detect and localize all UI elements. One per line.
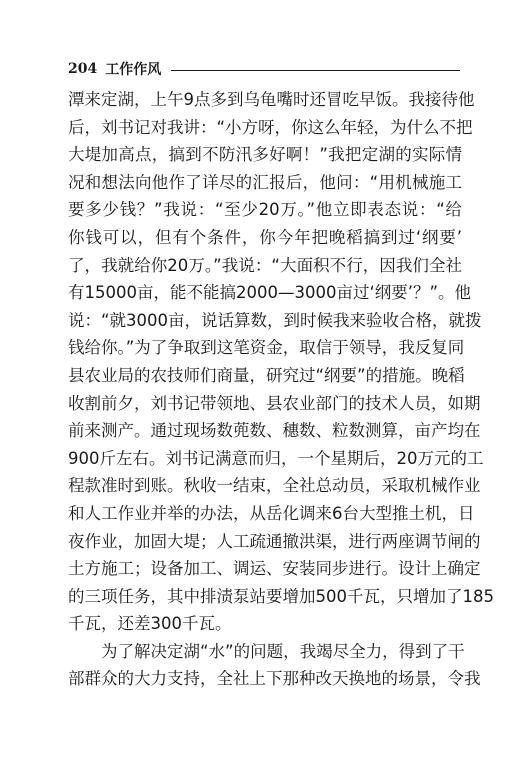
- text-line: 你钱可以，但有个条件，你今年把晚稻搞到过‘纲要’: [68, 227, 462, 247]
- page-header: [68, 58, 460, 80]
- text-line: 收割前夕，刘书记带领地、县农业部门的技术人员，如期: [68, 393, 481, 413]
- text-line: 说：“就3000亩，说话算数，到时候我来验收合格，就拨: [68, 310, 482, 330]
- text-line: 和人工作业并举的办法，从岳化调来6台大型推土机，日: [68, 503, 475, 523]
- text-line: 况和想法向他作了详尽的汇报后，他问：“用机械施工: [68, 172, 462, 192]
- text-line: 土方施工；设备加工、调运、安装同步进行。设计上确定: [68, 559, 481, 579]
- page-number: 204: [68, 61, 98, 77]
- text-line: 前来测产。通过现场数蔸数、穗数、粒数测算，亩产均在: [68, 421, 481, 441]
- body-text: [68, 86, 494, 693]
- text-line: 大堤加高点，搞到不防汛多好啊！”我把定湖的实际情: [68, 145, 462, 165]
- text-line: 县农业局的农技师们商量，研究过“纲要”的措施。晚稻: [68, 365, 465, 385]
- text-line: 后，刘书记对我讲：“小方呀，你这么年轻，为什么不把: [68, 117, 473, 137]
- text-line: 要多少钱？”我说：“至少20万。”他立即表态说：“给: [68, 200, 462, 220]
- text-line: 为了解决定湖“水”的问题，我竭尽全力，得到了干: [101, 641, 465, 661]
- text-line: 了，我就给你20万。”我说：“大面积不行，因我们全社: [68, 255, 462, 275]
- text-line: 900斤左右。刘书记满意而归，一个星期后，20万元的工: [68, 448, 484, 468]
- text-line: 千瓦，还差300千瓦。: [68, 614, 232, 634]
- section-title: 工作作风: [105, 62, 162, 78]
- header-rule: [171, 70, 460, 71]
- text-line: 程款准时到账。秋收一结束，全社总动员，采取机械作业: [68, 476, 481, 496]
- text-line: 有15000亩，能不能搞2000—3000亩过‘纲要’？”。他: [68, 283, 472, 303]
- text-line: 夜作业，加固大堤；人工疏通撤洪渠，进行两座调节闸的: [68, 531, 481, 551]
- text-line: 潭来定湖，上午9点多到乌龟嘴时还冒吃早饭。我接待他: [68, 90, 475, 109]
- text-line: 的三项任务，其中排渍泵站要增加500千瓦，只增加了185: [68, 586, 494, 606]
- text-line: 钱给你。”为了争取到这笔资金，取信于领导，我反复同: [68, 338, 465, 358]
- text-line: 部群众的大力支持，全社上下那种改天换地的场景，令我: [68, 669, 481, 689]
